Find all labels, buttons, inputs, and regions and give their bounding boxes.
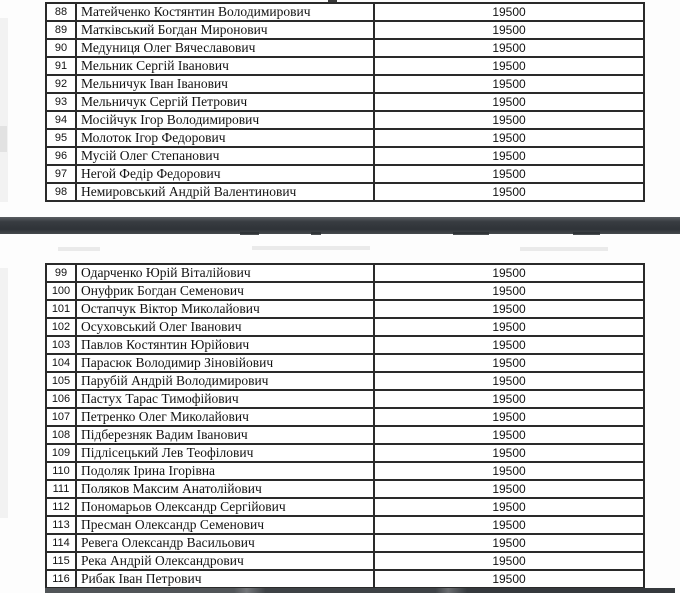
name-cell: Мосійчук Ігор Володимирович [77,112,375,128]
payments-table-segment-2 [45,263,645,589]
table-row [47,56,643,74]
table-row [47,335,643,353]
name-cell: Мельник Сергій Іванович [77,58,375,74]
row-number-cell: 115 [47,553,77,569]
row-number-cell: 110 [47,463,77,479]
name-cell: Матейченко Костянтин Володимирович [77,4,375,20]
name-cell: Река Андрій Олександрович [77,553,375,569]
amount-cell: 19500 [492,554,526,568]
table-row [47,551,643,569]
amount-cell: 19500 [492,428,526,442]
amount-cell: 19500 [492,167,526,181]
row-number-cell: 114 [47,535,77,551]
table-row [47,265,643,281]
table-row [47,569,643,587]
row-number-cell: 116 [47,571,77,587]
table-row [47,182,643,200]
row-number-cell: 105 [47,373,77,389]
name-cell: Пресман Олександр Семенович [77,517,375,533]
table-row [47,128,643,146]
name-cell: Остапчук Віктор Миколайович [77,301,375,317]
amount-cell: 19500 [492,5,526,19]
scan-notch-artifact [453,232,489,235]
name-cell: Осуховський Олег Іванович [77,319,375,335]
table-row [47,317,643,335]
row-number-cell: 89 [47,22,77,38]
table-row [47,425,643,443]
table-row [47,407,643,425]
amount-cell: 19500 [492,464,526,478]
payments-table-segment-1 [45,2,645,202]
scan-edge-artifact [0,268,8,518]
amount-cell: 19500 [492,446,526,460]
name-cell: Мусій Олег Степанович [77,148,375,164]
amount-cell: 19500 [492,59,526,73]
amount-cell: 19500 [492,518,526,532]
amount-cell: 19500 [492,266,526,280]
table-row [47,299,643,317]
row-number-cell: 97 [47,166,77,182]
table-row [47,389,643,407]
amount-cell: 19500 [492,320,526,334]
row-number-cell: 93 [47,94,77,110]
table-row [47,353,643,371]
amount-cell: 19500 [492,95,526,109]
table-row [47,146,643,164]
table-row [47,281,643,299]
table-row [47,74,643,92]
name-cell: Пономарьов Олександр Сергійович [77,499,375,515]
row-number-cell: 100 [47,283,77,299]
table-row [47,164,643,182]
amount-cell: 19500 [492,356,526,370]
name-cell: Ревега Олександр Васильович [77,535,375,551]
scan-edge-artifact [0,18,8,202]
amount-cell: 19500 [492,374,526,388]
row-number-cell: 90 [47,40,77,56]
amount-cell: 19500 [492,113,526,127]
name-cell: Матківський Богдан Миронович [77,22,375,38]
amount-cell: 19500 [492,185,526,199]
ghost-text-artifact [520,247,608,251]
amount-cell: 19500 [492,482,526,496]
name-cell: Рибак Іван Петрович [77,571,375,587]
amount-cell: 19500 [492,77,526,91]
name-cell: Мельничук Іван Іванович [77,76,375,92]
name-cell: Мельничук Сергій Петрович [77,94,375,110]
amount-cell: 19500 [492,149,526,163]
table-row [47,479,643,497]
table-row [47,4,643,20]
name-cell: Парасюк Володимир Зіновійович [77,355,375,371]
table-row [47,20,643,38]
table-row [47,515,643,533]
table-row [47,443,643,461]
amount-cell: 19500 [492,392,526,406]
name-cell: Поляков Максим Анатолійович [77,481,375,497]
row-number-cell: 99 [47,265,77,281]
row-number-cell: 92 [47,76,77,92]
name-cell: Підберезняк Вадим Іванович [77,427,375,443]
name-cell: Одарченко Юрій Віталійович [77,265,375,281]
row-number-cell: 96 [47,148,77,164]
row-number-cell: 102 [47,319,77,335]
name-cell: Подоляк Ірина Ігорівна [77,463,375,479]
ghost-text-artifact [252,246,370,250]
row-number-cell: 112 [47,499,77,515]
row-number-cell: 95 [47,130,77,146]
table-row [47,371,643,389]
name-cell: Парубій Андрій Володимирович [77,373,375,389]
row-number-cell: 103 [47,337,77,353]
amount-cell: 19500 [492,410,526,424]
row-number-cell: 91 [47,58,77,74]
name-cell: Негой Федір Федорович [77,166,375,182]
name-cell: Медуниця Олег Вячеславович [77,40,375,56]
table-row [47,92,643,110]
amount-cell: 19500 [492,572,526,586]
amount-cell: 19500 [492,23,526,37]
clipped-next-row-artifact [45,588,675,593]
row-number-cell: 98 [47,184,77,200]
row-number-cell: 108 [47,427,77,443]
amount-cell: 19500 [492,302,526,316]
table-row [47,497,643,515]
row-number-cell: 111 [47,481,77,497]
row-number-cell: 106 [47,391,77,407]
scan-notch-artifact [573,232,600,235]
amount-cell: 19500 [492,284,526,298]
amount-cell: 19500 [492,338,526,352]
name-cell: Підлісецький Лев Теофілович [77,445,375,461]
name-cell: Молоток Ігор Федорович [77,130,375,146]
table-row [47,110,643,128]
name-cell: Павлов Костянтин Юрійович [77,337,375,353]
amount-cell: 19500 [492,41,526,55]
row-number-cell: 94 [47,112,77,128]
table-row [47,38,643,56]
name-cell: Онуфрик Богдан Семенович [77,283,375,299]
amount-cell: 19500 [492,500,526,514]
amount-cell: 19500 [492,131,526,145]
ghost-text-artifact [58,247,100,251]
name-cell: Пастух Тарас Тимофійович [77,391,375,407]
scan-notch-artifact [311,232,321,235]
name-cell: Немировський Андрій Валентинович [77,184,375,200]
table-row [47,461,643,479]
table-row [47,533,643,551]
row-number-cell: 107 [47,409,77,425]
scan-smudge-artifact [0,126,7,152]
row-number-cell: 113 [47,517,77,533]
row-number-cell: 109 [47,445,77,461]
name-cell: Петренко Олег Миколайович [77,409,375,425]
row-number-cell: 104 [47,355,77,371]
amount-cell: 19500 [492,536,526,550]
row-number-cell: 101 [47,301,77,317]
scan-notch-artifact [240,232,259,235]
row-number-cell: 88 [47,4,77,20]
